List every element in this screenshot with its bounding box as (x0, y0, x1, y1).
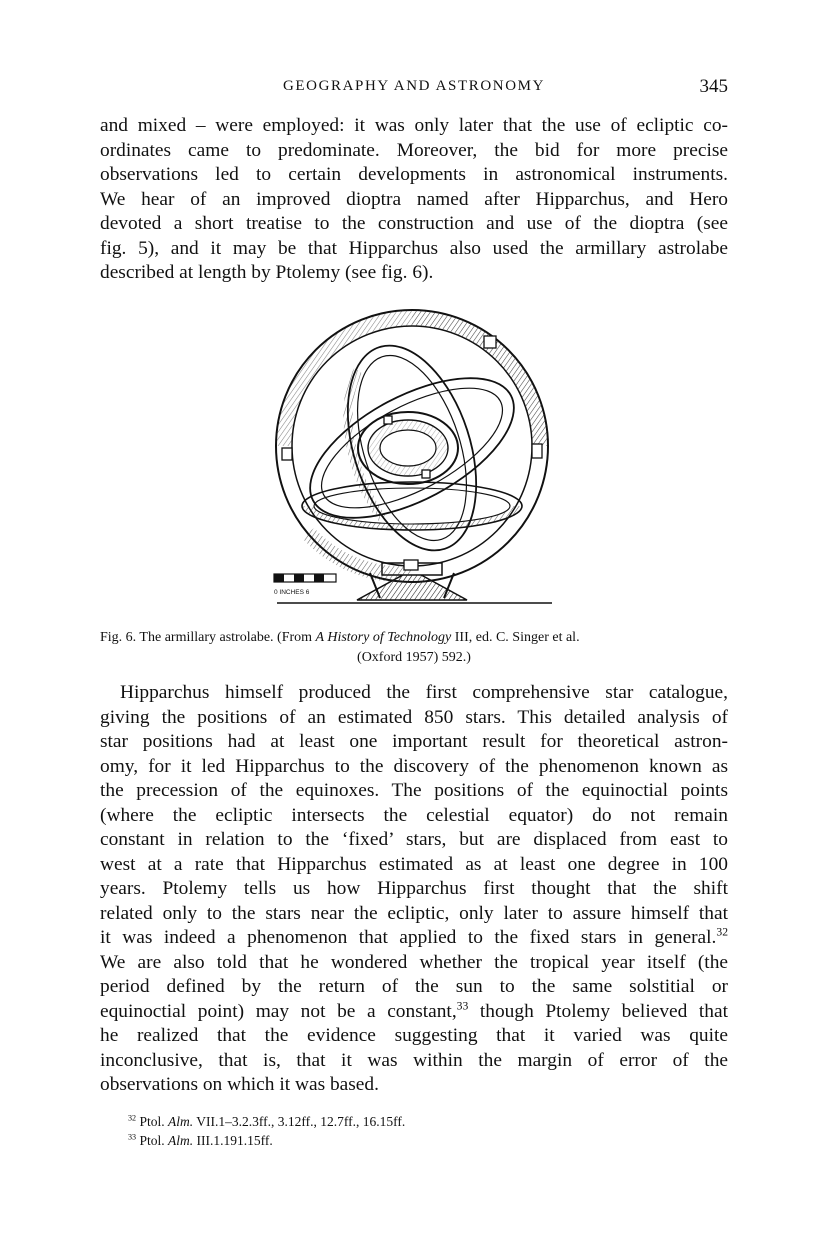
figure-caption (100, 628, 728, 668)
text-line: Hipparchus himself produced the first comprehensive star catalogue, (120, 682, 728, 703)
text-line: We hear of an improved dioptra named after Hipparchus, and Hero (100, 188, 728, 210)
text-line: omy, for it led Hipparchus to the discovery of the phenomenon known as (100, 755, 728, 777)
text-line: devoted a short treatise to the construction and use of the dioptra (see (100, 213, 728, 234)
text-line: west at a rate that Hipparchus estimated as at least one degree in 100 (100, 853, 728, 875)
footnote-ref-33[interactable]: 33 (456, 999, 469, 1013)
text-line: fig. 5), and it may be that Hipparchus also used the armillary astrolabe (100, 237, 728, 259)
paragraph-1 (100, 114, 728, 286)
footnote-ref-32[interactable]: 32 (716, 925, 728, 939)
text-line: observations led to certain developments in astronomical instruments. (100, 164, 728, 185)
footnote-mark: 33 (128, 1132, 137, 1142)
text-line: the precession of the equinoxes. The positions of the equinoctial points (100, 780, 728, 801)
footnotes (128, 1112, 405, 1150)
text-segment: though Ptolemy believed that (468, 1000, 728, 1022)
text-line: period defined by the return of the sun to the same solstitial or (100, 976, 728, 997)
text-line (100, 926, 728, 951)
scale-bar (274, 574, 336, 596)
text-line: related only to the stars near the ecliptic, only later to assure himself that (100, 902, 728, 924)
caption-prefix: Fig. 6. The armillary astrolabe. (From (100, 630, 316, 645)
text-line: We are also told that he wondered whether the tropical year itself (the (100, 951, 728, 973)
caption-line-2: (Oxford 1957) 592.) (357, 650, 471, 665)
text-line: giving the positions of an estimated 850 stars. This detailed analysis of (100, 706, 728, 728)
caption-suffix: III, ed. C. Singer et al. (451, 630, 580, 645)
paragraph-2 (100, 681, 728, 1098)
caption-line-1 (100, 628, 728, 648)
text-segment: it was indeed a phenomenon that applied to the fixed stars in general. (100, 927, 717, 948)
page-header (100, 78, 728, 100)
footnote-33 (128, 1131, 405, 1150)
text-line: inconclusive, that is, that it was within the margin of error of the (100, 1049, 728, 1071)
text-line: star positions had at least one important result for theoretical astron- (100, 731, 728, 752)
footnote-text: III.1.191.15ff. (193, 1133, 273, 1148)
text-segment: equinoctial point) may not be a constant, (100, 1000, 457, 1022)
footnote-abbr: Alm. (167, 1114, 194, 1129)
footnote-text: Ptol. (136, 1114, 168, 1129)
text-line: years. Ptolemy tells us how Hipparchus first thought that the shift (100, 878, 728, 899)
text-line: and mixed – were employed: it was only later that the use of ecliptic co- (100, 115, 728, 136)
text-line: observations on which it was based. (100, 1074, 379, 1095)
footnote-mark: 32 (128, 1113, 137, 1123)
scale-label: 0 INCHES 6 (274, 589, 310, 596)
footnote-abbr: Alm. (167, 1133, 194, 1148)
text-line: constant in relation to the ‘fixed’ stars, but are displaced from east to (100, 829, 728, 850)
text-line: described at length by Ptolemy (see fig. 6). (100, 262, 434, 283)
central-ring (358, 412, 458, 484)
text-line (100, 1000, 728, 1025)
footnote-text: VII.1–3.2.3ff., 3.12ff., 12.7ff., 16.15ff. (193, 1114, 406, 1129)
text-line: (where the ecliptic intersects the celestial equator) do not remain (100, 804, 728, 826)
page-number: 345 (699, 76, 728, 97)
running-head: GEOGRAPHY AND ASTRONOMY (282, 78, 546, 94)
text-line: ordinates came to predominate. Moreover, the bid for more precise (100, 139, 728, 161)
caption-book-title: A History of Technology (315, 630, 452, 645)
text-line: he realized that the evidence suggesting that it varied was quite (100, 1025, 728, 1046)
footnote-text: Ptol. (136, 1133, 168, 1148)
footnote-32 (128, 1112, 405, 1131)
armillary-astrolabe-figure (262, 308, 562, 610)
